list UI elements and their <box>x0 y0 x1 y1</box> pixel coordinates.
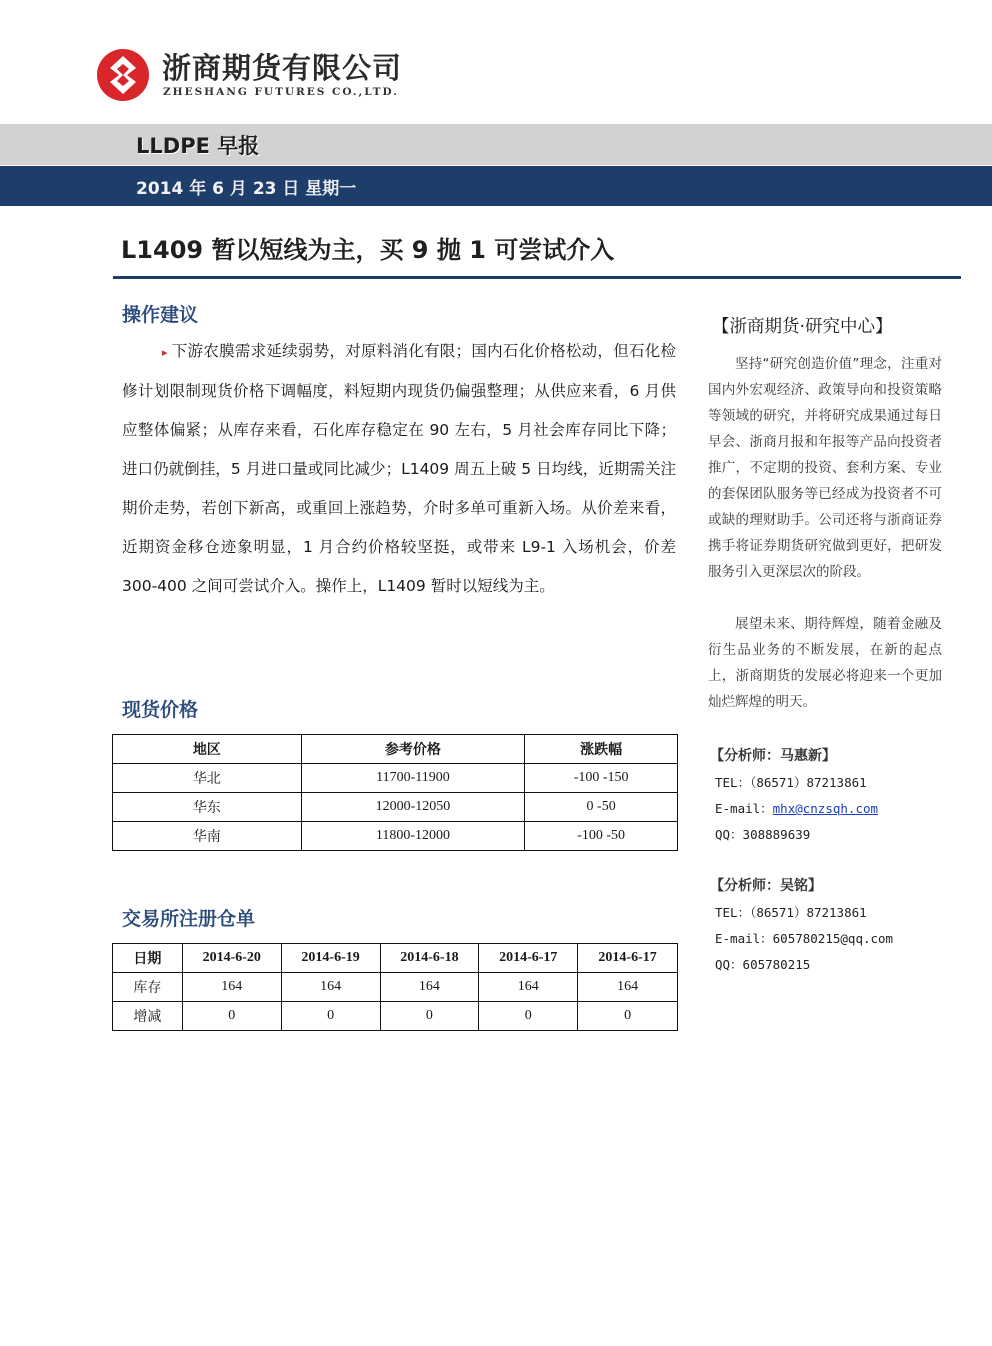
table-header-cell: 2014-6-17 <box>479 944 578 973</box>
company-logo-icon <box>96 48 150 102</box>
table-cell: 增减 <box>113 1002 183 1031</box>
table-cell: 华东 <box>113 793 302 822</box>
table-cell: 库存 <box>113 973 183 1002</box>
table-header-row <box>113 735 678 764</box>
report-date: 2014 年 6 月 23 日 星期一 <box>136 179 357 199</box>
table-row <box>113 764 678 793</box>
email-label: E-mail： <box>715 801 773 816</box>
table-header-cell: 参考价格 <box>301 735 525 764</box>
analyst-email-link[interactable]: mhx@cnzsqh.com <box>772 801 879 816</box>
table-cell: 0 <box>182 1002 281 1031</box>
table-cell: 11800-12000 <box>301 822 525 851</box>
headline: L1409 暂以短线为主，买 9 抛 1 可尝试介入 <box>121 236 615 264</box>
analyst-tel: TEL：（86571）87213861 <box>715 775 867 790</box>
table-cell: 164 <box>479 973 578 1002</box>
table-cell: 0 <box>281 1002 380 1031</box>
table-cell: 12000-12050 <box>301 793 525 822</box>
company-name-cn: 浙商期货有限公司 <box>162 51 403 85</box>
table-header-cell: 2014-6-18 <box>380 944 479 973</box>
table-header-cell: 2014-6-20 <box>182 944 281 973</box>
sidebar-title: 【浙商期货·研究中心】 <box>712 317 893 337</box>
table-cell: 164 <box>182 973 281 1002</box>
advice-body: 下游农膜需求延续弱势，对原料消化有限；国内石化价格松动，但石化检修计划限制现货价格下调幅度，料短期内现货仍偏强整理；从供应来看，6 月供应整体偏紧；从库存来看，石化库存稳定在 90 左右，5 月社会库存同比下降；进口仍就倒挂，5 月进口量或同比减少；L1409 周五上破 5 日均线，近期需关注期价走势，若创下新高，或重回上涨趋势，介时多单可重新入场。从价差来看，近期资金移仓迹象明显，1 月合约价格较坚挺，或带来 L9-1 入场机会，价差 300-400 之间可尝试介入。操作上，L1409 暂时以短线为主。 <box>122 342 676 595</box>
table-row <box>113 973 678 1002</box>
table-header-cell: 2014-6-17 <box>578 944 678 973</box>
table-header-cell: 2014-6-19 <box>281 944 380 973</box>
table-cell: 0 <box>578 1002 678 1031</box>
table-cell: -100 -150 <box>525 764 678 793</box>
sidebar-paragraph: 坚持“研究创造价值”理念，注重对国内外宏观经济、政策导向和投资策略等领域的研究，并将研究成果通过每日早会、浙商月报和年报等产品向投资者推广，不定期的投资、套利方案、专业的套保团队服务等已经成为投资者不可或缺的理财助手。公司还将与浙商证券携手将证券期货研究做到更好，把研发服务引入更深层次的阶段。 <box>708 356 942 580</box>
analyst-email: 605780215@qq.com <box>772 931 894 946</box>
table-cell: 0 <box>479 1002 578 1031</box>
table-cell: 164 <box>281 973 380 1002</box>
report-name: LLDPE 早报 <box>136 134 260 158</box>
table-header-row <box>113 944 678 973</box>
table-cell: 164 <box>578 973 678 1002</box>
analyst-email-row <box>715 929 893 947</box>
table-cell: 164 <box>380 973 479 1002</box>
spot-price-table <box>112 734 678 851</box>
headline-divider <box>113 276 961 279</box>
analyst-heading: 【分析师：马惠新】 <box>710 748 836 764</box>
table-row <box>113 1002 678 1031</box>
bullet-icon: ▸ <box>162 346 168 359</box>
advice-paragraph <box>122 332 676 606</box>
warrant-table <box>112 943 678 1031</box>
table-cell: 0 -50 <box>525 793 678 822</box>
table-header-cell: 日期 <box>113 944 183 973</box>
sidebar-paragraph: 展望未来、期待辉煌，随着金融及衍生品业务的不断发展，在新的起点上，浙商期货的发展必将迎来一个更加灿烂辉煌的明天。 <box>708 616 942 710</box>
table-cell: 华北 <box>113 764 302 793</box>
table-cell: 华南 <box>113 822 302 851</box>
warrant-section-title: 交易所注册仓单 <box>122 908 256 930</box>
table-header-cell: 地区 <box>113 735 302 764</box>
table-row <box>113 793 678 822</box>
company-name-en: ZHESHANG FUTURES CO.,LTD. <box>163 86 399 98</box>
table-header-cell: 涨跌幅 <box>525 735 678 764</box>
spot-section-title: 现货价格 <box>122 699 199 721</box>
table-cell: -100 -50 <box>525 822 678 851</box>
table-row <box>113 822 678 851</box>
analyst-heading: 【分析师：吴铭】 <box>710 878 822 894</box>
email-label: E-mail： <box>715 931 773 946</box>
analyst-qq: QQ：308889639 <box>715 827 811 842</box>
analyst-qq: QQ：605780215 <box>715 957 811 972</box>
table-cell: 0 <box>380 1002 479 1031</box>
analyst-email-row <box>715 799 878 817</box>
advice-section-title: 操作建议 <box>122 304 199 326</box>
table-cell: 11700-11900 <box>301 764 525 793</box>
analyst-tel: TEL：（86571）87213861 <box>715 905 867 920</box>
